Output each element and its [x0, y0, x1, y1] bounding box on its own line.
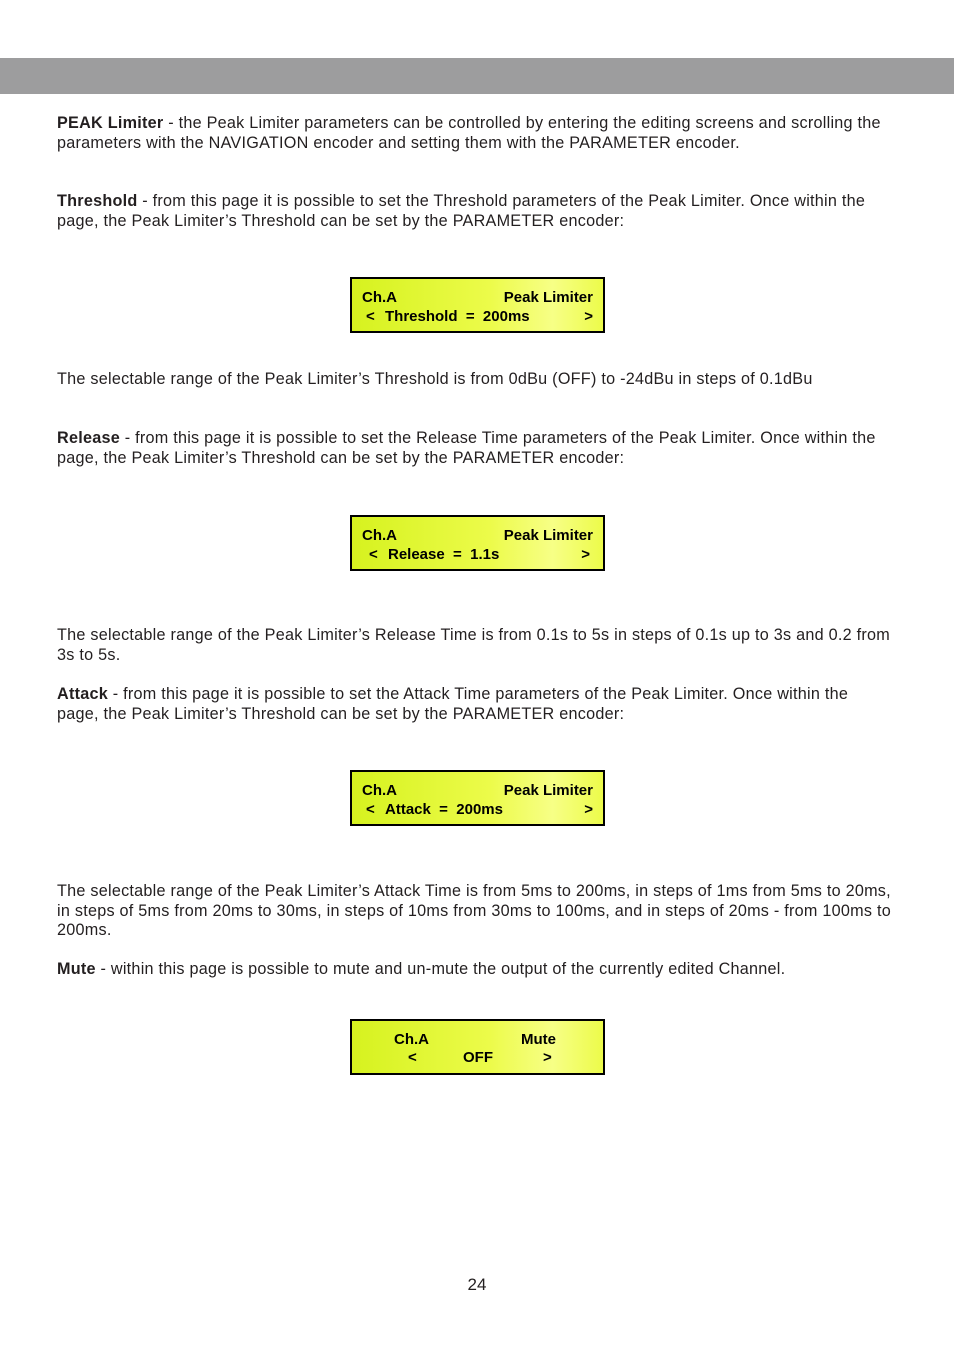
term-mute: Mute — [57, 960, 96, 978]
paragraph-threshold — [57, 192, 892, 231]
lcd-display-threshold — [350, 277, 605, 333]
threshold-range: The selectable range of the Peak Limiter’s Threshold is from 0dBu (OFF) to -24dBu in steps of 0.1dBu — [57, 370, 813, 388]
lcd-channel: Ch.A — [394, 1031, 429, 1048]
lcd-param-value: Threshold = 200ms — [385, 308, 530, 325]
lcd-display-release — [350, 515, 605, 571]
lcd-left-arrow: < — [366, 308, 375, 325]
paragraph-mute — [57, 960, 892, 980]
lcd-left-arrow: < — [369, 546, 378, 563]
desc-release: - from this page it is possible to set the Release Time parameters of the Peak Limiter. Once within the page, the Peak Limiter’s Threshold can be set by the PARAMETER encoder: — [57, 429, 876, 467]
lcd-display-mute — [350, 1019, 605, 1075]
lcd-channel: Ch.A — [362, 782, 397, 799]
lcd-left-arrow: < — [366, 801, 375, 818]
desc-threshold: - from this page it is possible to set the Threshold parameters of the Peak Limiter. Once within the page, the Peak Limiter’s Threshold can be set by the PARAMETER encoder: — [57, 192, 866, 230]
term-release: Release — [57, 429, 120, 447]
desc-mute: - within this page is possible to mute and un-mute the output of the currently edited Channel. — [95, 960, 786, 978]
lcd-param-value: Attack = 200ms — [385, 801, 503, 818]
lcd-param-value: OFF — [463, 1049, 493, 1066]
page-number: 24 — [467, 1275, 487, 1294]
release-range: The selectable range of the Peak Limiter’s Release Time is from 0.1s to 5s in steps of 0.1s up to 3s and 0.2 from 3s to 5s. — [57, 626, 890, 664]
lcd-left-arrow: < — [408, 1049, 417, 1066]
header-band — [0, 58, 954, 94]
paragraph-attack-range — [57, 882, 892, 941]
lcd-right-arrow: > — [543, 1049, 552, 1066]
desc-peak-limiter: - the Peak Limiter parameters can be controlled by entering the editing screens and scrolling the parameters with the NAVIGATION encoder and setting them with the PARAMETER encoder. — [57, 114, 881, 152]
lcd-channel: Ch.A — [362, 289, 397, 306]
lcd-right-arrow: > — [584, 801, 593, 818]
lcd-right-arrow: > — [581, 546, 590, 563]
term-threshold: Threshold — [57, 192, 138, 210]
term-peak-limiter: PEAK Limiter — [57, 114, 164, 132]
lcd-right-arrow: > — [584, 308, 593, 325]
paragraph-release — [57, 429, 892, 468]
paragraph-attack — [57, 685, 892, 724]
paragraph-release-range — [57, 626, 892, 665]
desc-attack: - from this page it is possible to set the Attack Time parameters of the Peak Limiter. Once within the page, the Peak Limiter’s Threshold can be set by the PARAMETER encoder: — [57, 685, 849, 723]
lcd-title: Peak Limiter — [503, 782, 593, 799]
attack-range: The selectable range of the Peak Limiter’s Attack Time is from 5ms to 200ms, in steps of 1ms from 5ms to 20ms, in steps of 5ms from 20ms to 30ms, in steps of 10ms from 30ms to 100ms, and in steps of 20ms - from 100ms to 200ms. — [57, 882, 891, 939]
term-attack: Attack — [57, 685, 108, 703]
lcd-title: Peak Limiter — [503, 289, 593, 306]
lcd-channel: Ch.A — [362, 527, 397, 544]
paragraph-threshold-range — [57, 370, 892, 390]
lcd-param-value: Release = 1.1s — [388, 546, 500, 563]
lcd-title: Mute — [521, 1031, 556, 1048]
lcd-display-attack — [350, 770, 605, 826]
lcd-title: Peak Limiter — [503, 527, 593, 544]
paragraph-peak-limiter — [57, 114, 892, 153]
